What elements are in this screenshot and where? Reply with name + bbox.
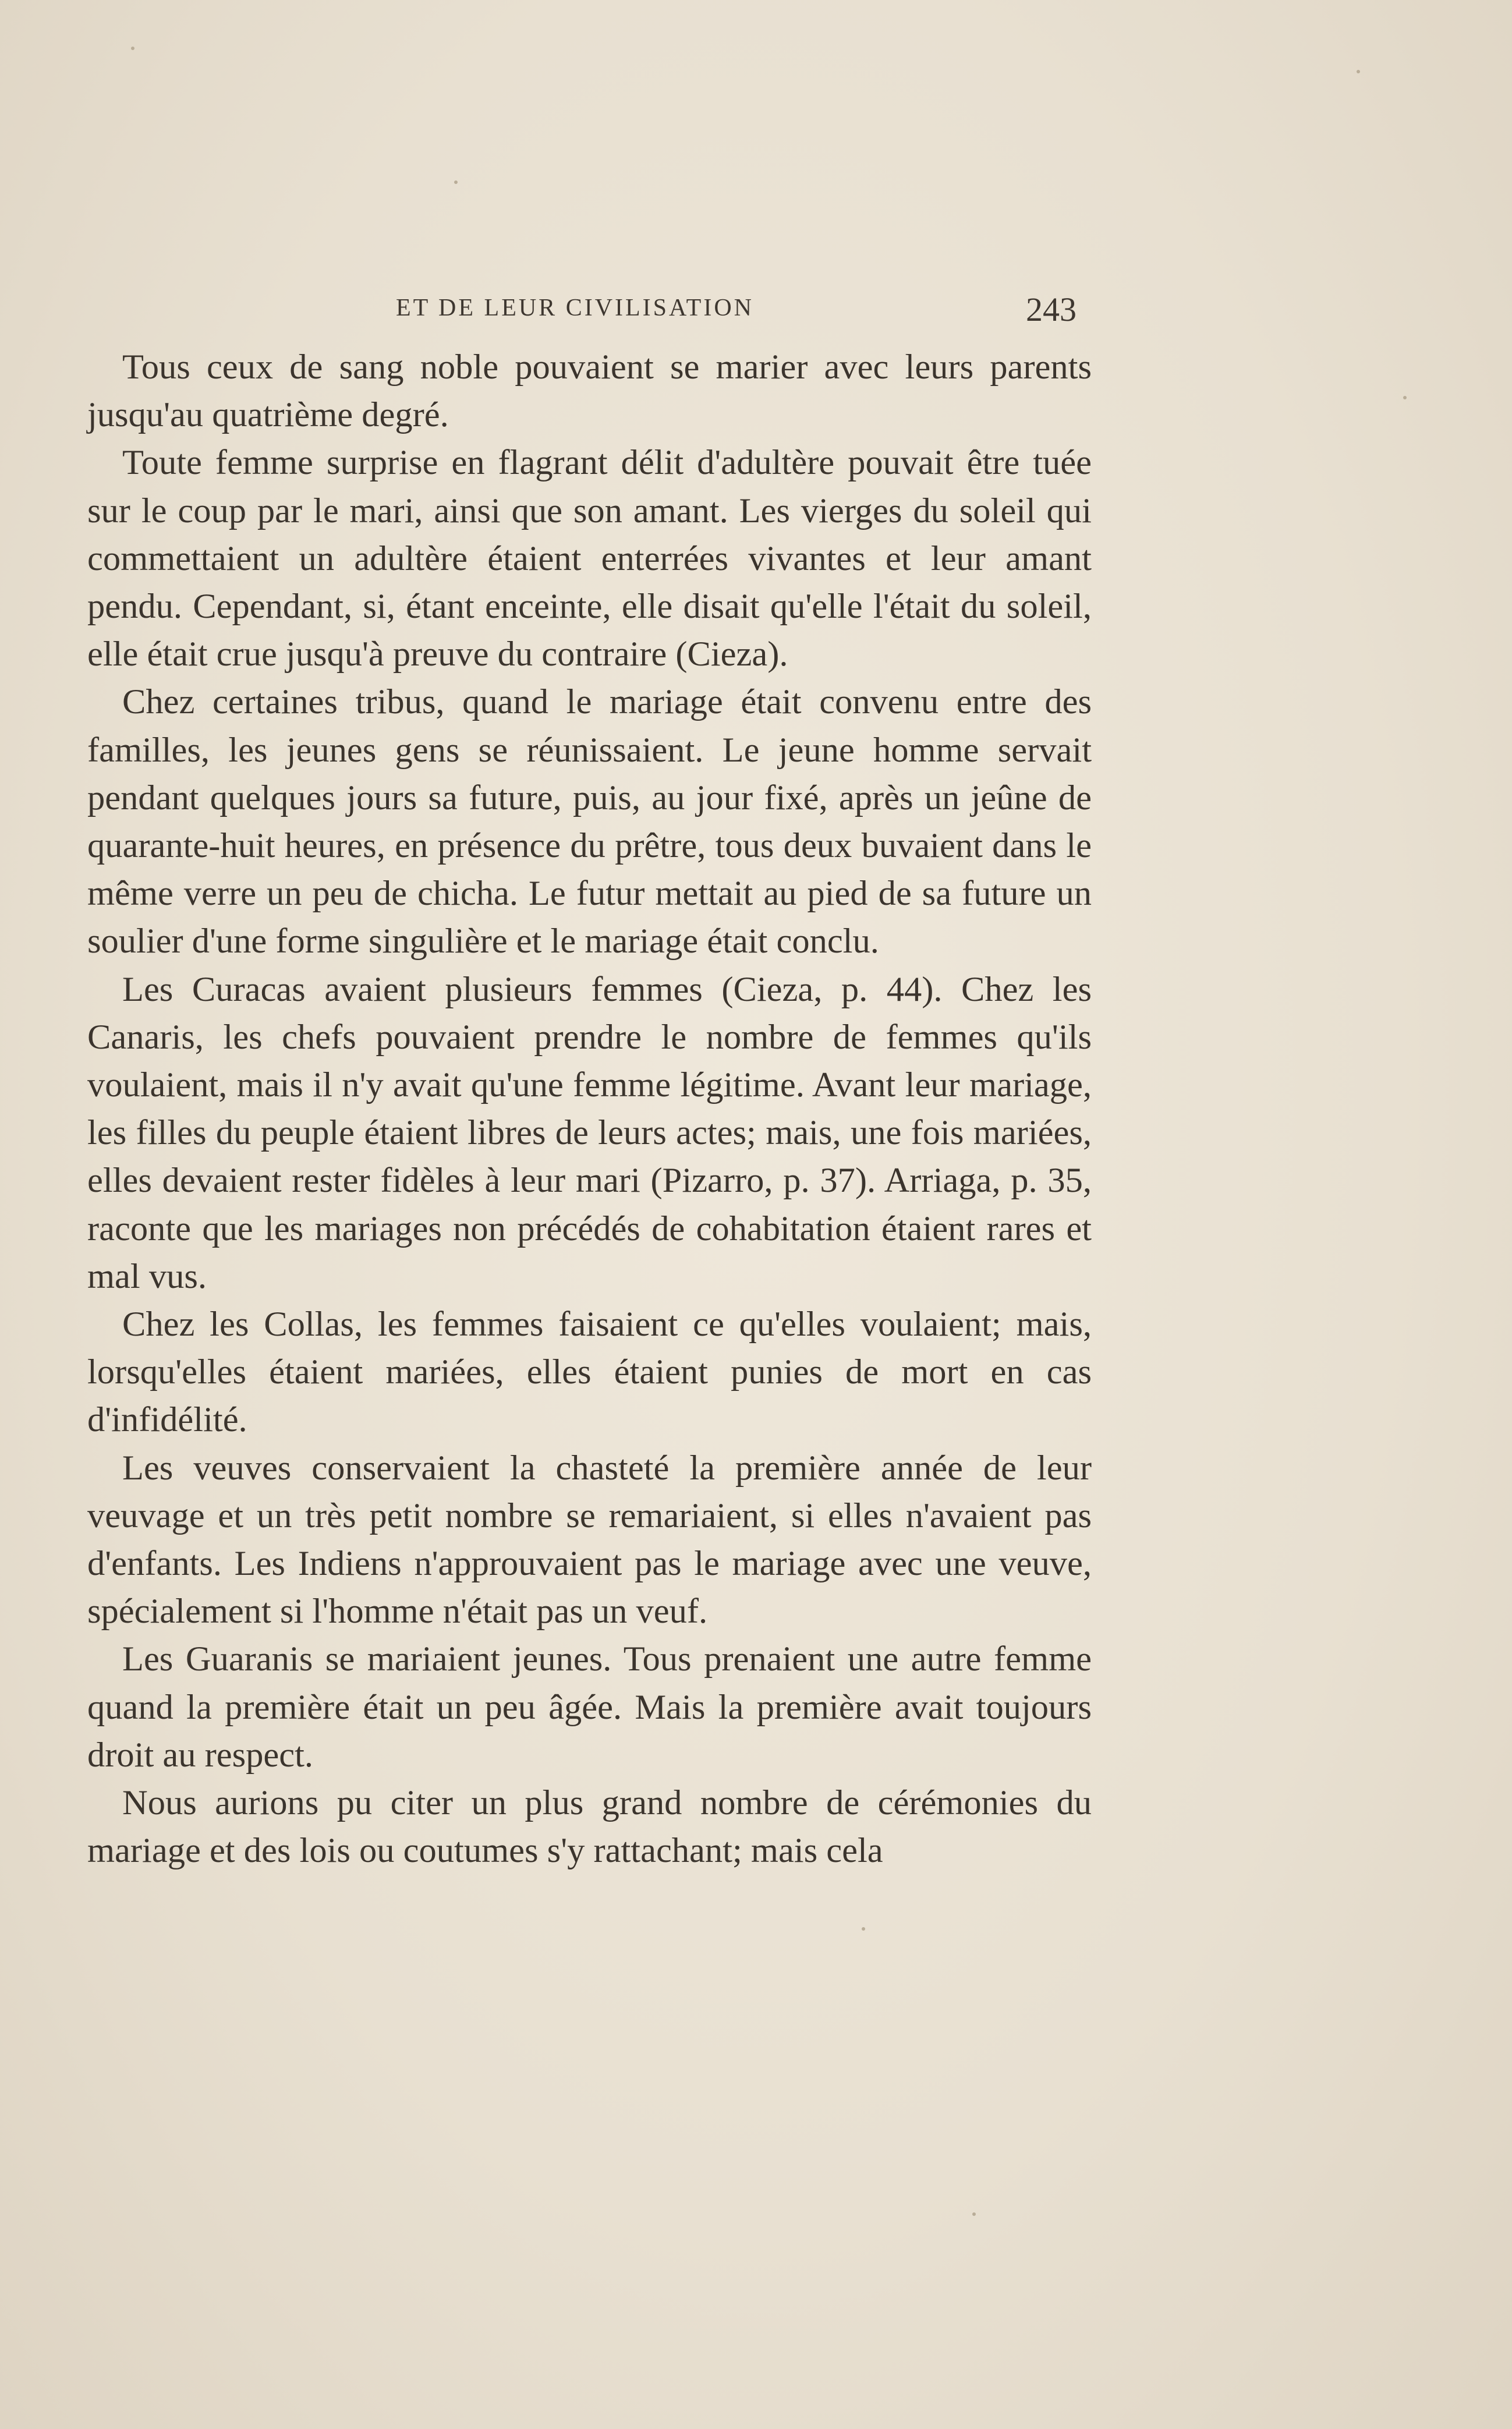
running-head: ET DE LEUR CIVILISATION [396, 295, 754, 321]
paragraph: Chez certaines tribus, quand le mariage était convenu entre des familles, les jeunes gens se réunissaient. Le jeune homme servait pendant quelques jours sa future, puis, au jour fixé, après un jeûne de quarante-huit heures, en présence du prêtre, tous deux buvaient dans le même verre un peu de chicha. Le futur mettait au pied de sa future un soulier d'une forme singulière et le mariage était conclu. [87, 682, 1092, 961]
paper-speck [1403, 396, 1407, 399]
paragraph: Les Curacas avaient plusieurs femmes (Cieza, p. 44). Chez les Canaris, les chefs pouvaient prendre le nombre de femmes qu'ils voulaient, mais il n'y avait qu'une femme légitime. Avant leur mariage, les filles du peuple étaient libres de leurs actes; mais, une fois mariées, elles devaient rester fidèles à leur mari (Pizarro, p. 37). Arriaga, p. 35, raconte que les mariages non précédés de cohabitation étaient rares et mal vus. [87, 969, 1092, 1296]
paper-speck [454, 180, 458, 184]
body-text [87, 344, 1092, 1875]
paper-speck [1357, 70, 1360, 73]
paper-speck [131, 47, 134, 50]
paragraph: Les Guaranis se mariaient jeunes. Tous prenaient une autre femme quand la première était un peu âgée. Mais la première avait toujours droit au respect. [87, 1640, 1092, 1775]
paragraph: Tous ceux de sang noble pouvaient se marier avec leurs parents jusqu'au quatrième degré. [87, 348, 1092, 435]
paragraph: Les veuves conservaient la chasteté la première année de leur veuvage et un très petit nombre se remariaient, si elles n'avaient pas d'enfants. Les Indiens n'approuvaient pas le mariage avec une veuve, spécialement si l'homme n'était pas un veuf. [87, 1448, 1092, 1631]
paper-speck [972, 2212, 976, 2216]
page-number: 243 [1026, 291, 1077, 328]
paragraph: Nous aurions pu citer un plus grand nombre de cérémonies du mariage et des lois ou coutumes s'y rattachant; mais cela [87, 1783, 1092, 1871]
paragraph: Toute femme surprise en flagrant délit d'adultère pouvait être tuée sur le coup par le mari, ainsi que son amant. Les vierges du soleil qui commettaient un adultère étaient enterrées vivantes et leur amant pendu. Cependant, si, étant enceinte, elle disait qu'elle l'était du soleil, elle était crue jusqu'à preuve du contraire (Cieza). [87, 443, 1092, 674]
paper-speck [862, 1927, 865, 1931]
paragraph: Chez les Collas, les femmes faisaient ce qu'elles voulaient; mais, lorsqu'elles étaient mariées, elles étaient punies de mort en cas d'infidélité. [87, 1305, 1092, 1440]
